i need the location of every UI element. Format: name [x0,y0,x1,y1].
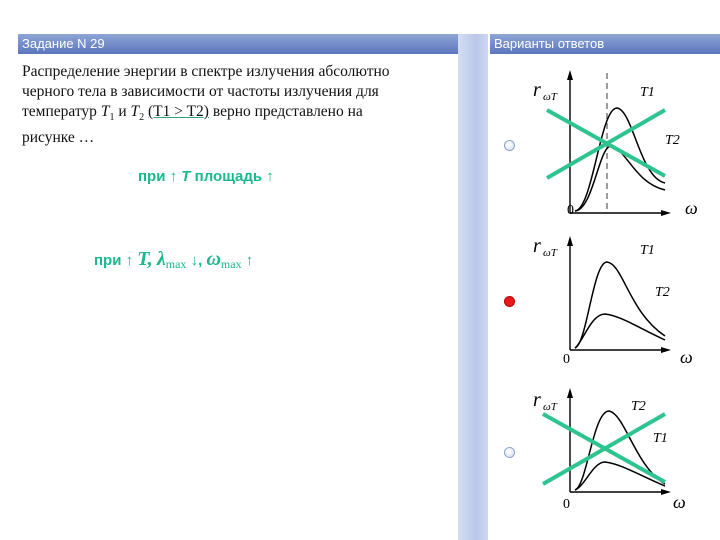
svg-text:ω: ω [680,347,693,367]
answer-graph-3 [525,386,720,530]
question-line-2: черного тела в зависимости от частоты излучения для [22,83,379,100]
svg-text:r: r [533,235,541,257]
svg-text:T1: T1 [653,431,668,446]
x-axis-arrow [661,347,671,353]
y-axis-arrow [567,70,573,80]
svg-text:T1: T1 [640,85,655,100]
svg-text:0: 0 [563,352,570,367]
svg-text:T2: T2 [665,133,680,148]
svg-text:0: 0 [567,203,574,218]
svg-text:0: 0 [563,497,570,512]
answer-graph-1 [525,68,720,220]
divider-line [488,34,490,540]
panel-divider [458,34,488,540]
x-axis-arrow [661,489,671,495]
svg-text:r: r [533,389,541,411]
y-axis-arrow [567,236,573,246]
svg-text:T2: T2 [631,399,646,414]
question-line-1: Распределение энергии в спектре излучения абсолютно [22,63,390,80]
answers-title: Варианты ответов [494,36,605,51]
svg-text:ωT: ωT [543,401,557,413]
question-line-3: температур $T_1$ и $T_2$ (T1 > T2) верно представлено на [22,103,363,124]
annotation-wien: при ↑ T, $\lambda_{max}$ ↓, $\omega_{max}$ ↑ [94,248,254,271]
svg-text:ωT: ωT [543,247,557,259]
question-text [22,62,452,148]
svg-text:T1: T1 [640,243,655,258]
task-title: Задание N 29 [22,36,105,51]
task-header [18,34,458,54]
svg-text:ωT: ωT [543,91,557,103]
curve-t2 [575,314,665,348]
curve-t1 [575,262,665,348]
temperature-condition: (T1 > T2) [147,103,209,120]
question-line-4: рисунке … [22,129,95,147]
answer-radio-3[interactable] [504,447,515,458]
x-axis-arrow [661,210,671,216]
answer-graph-2 [525,232,720,372]
svg-text:ω: ω [673,492,686,512]
svg-text:ω: ω [685,198,698,218]
annotation-area: при ↑ T площадь ↑ [138,168,274,185]
answers-header [490,34,720,54]
answer-radio-1[interactable] [504,140,515,151]
svg-text:r: r [533,79,541,101]
svg-text:T2: T2 [655,285,670,300]
y-axis-arrow [567,388,573,398]
answer-radio-2[interactable] [504,296,515,307]
